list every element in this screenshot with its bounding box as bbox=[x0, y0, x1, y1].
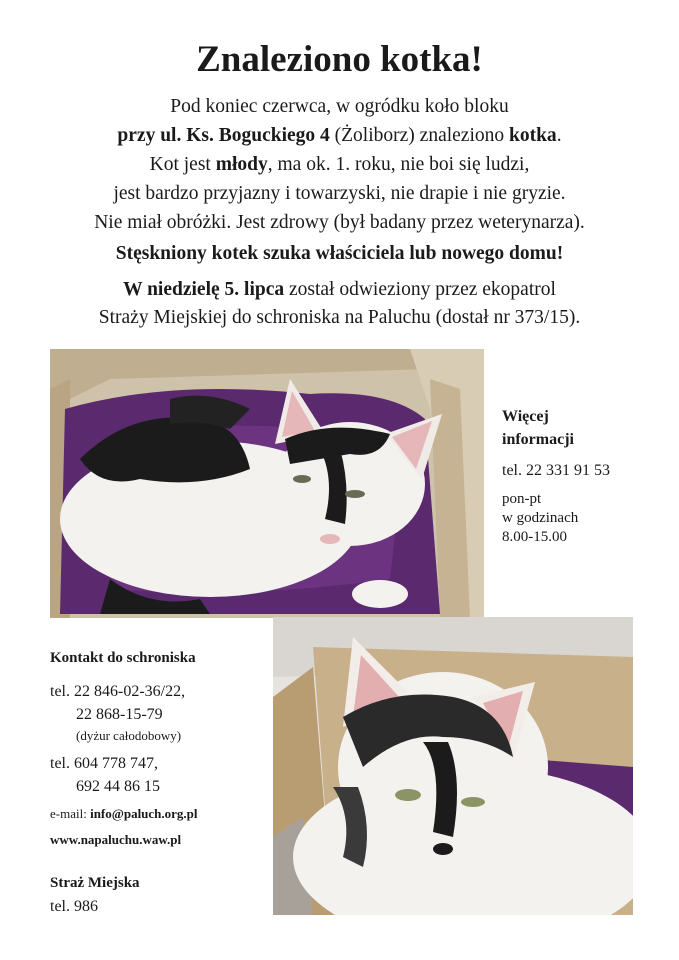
intro-bold-kotka: kotka bbox=[509, 125, 557, 146]
intro-line-3 bbox=[0, 150, 679, 179]
shelter-phone-2b: 692 44 86 15 bbox=[76, 778, 160, 795]
more-info-hours-label: w godzinach bbox=[502, 510, 579, 526]
intro-bold-mlody: młody bbox=[215, 154, 268, 175]
transport-line-2: Straży Miejskiej do schroniska na Paluchu (dostał nr 373/15). bbox=[98, 307, 581, 328]
shelter-heading: Kontakt do schroniska bbox=[50, 650, 196, 666]
intro-text: . bbox=[556, 125, 562, 146]
intro-text: Kot jest bbox=[149, 154, 216, 175]
intro-line-1: Pod koniec czerwca, w ogródku koło bloku bbox=[170, 96, 509, 117]
address: przy ul. Ks. Boguckiego 4 bbox=[117, 125, 330, 146]
cat-lying-illustration bbox=[50, 349, 484, 618]
cat-photo-lying bbox=[50, 349, 484, 618]
intro-text: (Żoliborz) znaleziono bbox=[329, 125, 509, 146]
more-info-days: pon-pt bbox=[502, 491, 542, 507]
cat-photo-closeup bbox=[273, 617, 633, 915]
website-link[interactable]: www.napaluchu.waw.pl bbox=[50, 832, 182, 847]
email-label: e-mail: bbox=[50, 806, 91, 821]
cat-closeup-illustration bbox=[273, 617, 633, 915]
more-info-phone: tel. 22 331 91 53 bbox=[502, 462, 610, 479]
more-info-hours bbox=[502, 490, 672, 547]
shelter-duty-note: (dyżur całodobowy) bbox=[76, 728, 182, 743]
intro-paragraph bbox=[0, 92, 679, 237]
appeal-headline: Stęskniony kotek szuka właściciela lub nowego domu! bbox=[115, 243, 564, 264]
more-info-heading-1: Więcej bbox=[502, 408, 549, 425]
more-info-heading-2: informacji bbox=[502, 431, 574, 448]
transport-text: został odwieziony przez ekopatrol bbox=[284, 279, 556, 300]
intro-line-2 bbox=[0, 121, 679, 150]
poster-title: Znaleziono kotka! bbox=[196, 39, 483, 80]
intro-text: , ma ok. 1. roku, nie boi się ludzi, bbox=[267, 154, 530, 175]
shelter-contact-block bbox=[50, 647, 265, 918]
city-guard-phone: tel. 986 bbox=[50, 898, 98, 915]
shelter-phone-2: tel. 604 778 747, bbox=[50, 755, 158, 772]
shelter-phone-1: tel. 22 846-02-36/22, bbox=[50, 683, 186, 700]
intro-line-5: Nie miał obróżki. Jest zdrowy (był badany przez weterynarza). bbox=[94, 212, 585, 233]
transport-date: W niedzielę 5. lipca bbox=[123, 279, 285, 300]
city-guard-heading: Straż Miejska bbox=[50, 875, 140, 891]
transport-paragraph bbox=[0, 276, 679, 332]
transport-line-1 bbox=[0, 276, 679, 304]
shelter-phone-1b: 22 868-15-79 bbox=[76, 706, 163, 723]
more-info-block bbox=[502, 405, 672, 547]
more-info-hours-range: 8.00-15.00 bbox=[502, 529, 567, 545]
shelter-email-line bbox=[50, 804, 265, 824]
intro-line-4: jest bardzo przyjazny i towarzyski, nie drapie i nie gryzie. bbox=[113, 183, 566, 204]
email-link[interactable]: info@paluch.org.pl bbox=[90, 806, 198, 821]
